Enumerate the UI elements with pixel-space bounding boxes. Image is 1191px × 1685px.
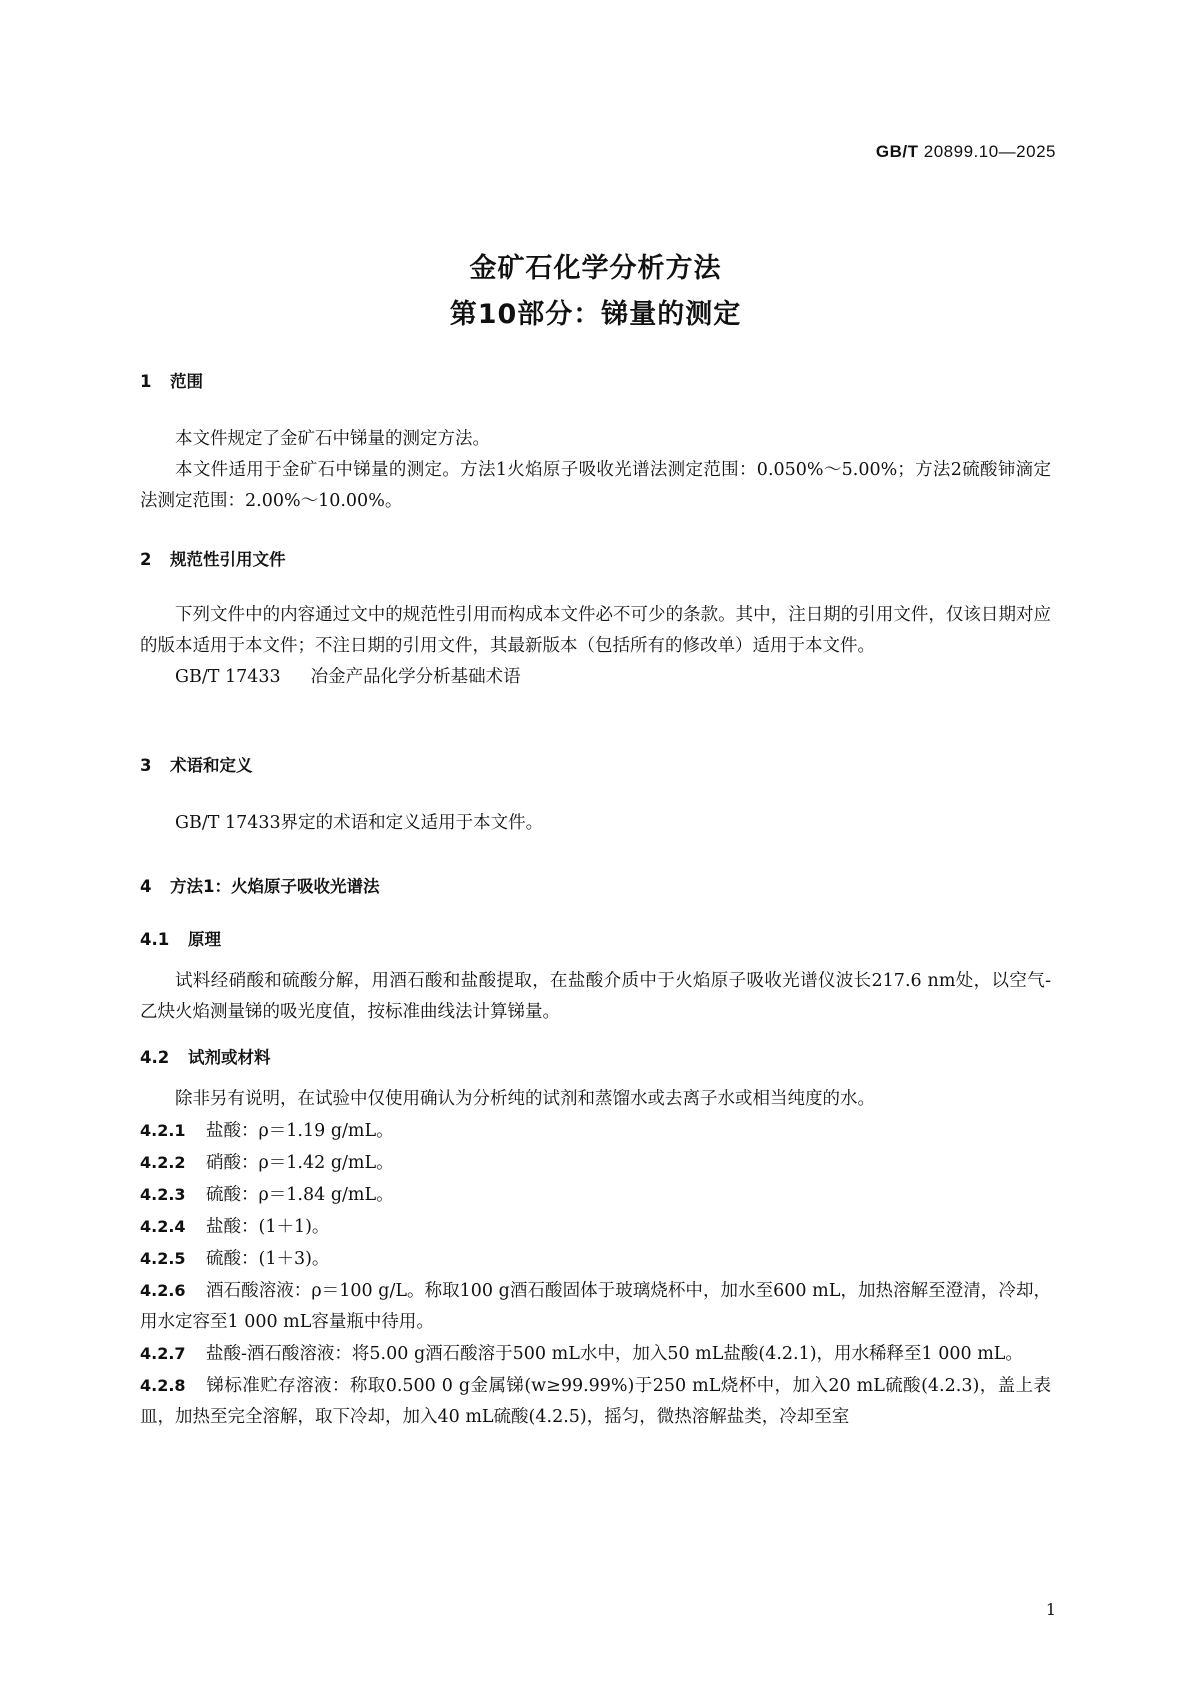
clause-4-2-4 — [140, 1211, 1051, 1243]
section-title: 方法1：火焰原子吸收光谱法 — [170, 877, 380, 896]
paragraph: 本文件适用于金矿石中锑量的测定。方法1火焰原子吸收光谱法测定范围：0.050%～5.00%；方法2硫酸铈滴定法测定范围：2.00%～10.00%。 — [140, 460, 1051, 511]
section-3-body — [140, 808, 1051, 839]
reference-title: 冶金产品化学分析基础术语 — [310, 667, 521, 687]
clause-number: 4.2.8 — [140, 1376, 186, 1395]
section-title: 原理 — [188, 930, 221, 949]
section-4-1-body — [140, 966, 1051, 1028]
standard-code-number: 20899.10—2025 — [923, 142, 1056, 161]
paragraph: 下列文件中的内容通过文中的规范性引用而构成本文件必不可少的条款。其中，注日期的引用文件，仅该日期对应的版本适用于本文件；不注日期的引用文件，其最新版本（包括所有的修改单）适用于本文件。 — [140, 605, 1051, 656]
reference-code: GB/T 17433 — [175, 667, 281, 687]
section-number: 3 — [140, 756, 152, 775]
section-4-2-heading — [140, 1044, 271, 1068]
clause-number: 4.2.1 — [140, 1121, 186, 1140]
clause-number: 4.2.5 — [140, 1249, 186, 1268]
clause-4-2-3 — [140, 1179, 1051, 1211]
clause-4-2-1 — [140, 1115, 1051, 1147]
paragraph: 除非另有说明，在试验中仅使用确认为分析纯的试剂和蒸馏水或去离子水或相当纯度的水。 — [175, 1089, 875, 1109]
section-3-heading — [140, 752, 253, 776]
section-number: 4.2 — [140, 1048, 170, 1067]
clause-text: 锑标准贮存溶液：称取0.500 0 g金属锑(w≥99.99%)于250 mL烧杯中，加入20 mL硫酸(4.2.3)，盖上表皿，加热至完全溶解，取下冷却，加入40 mL硫酸(4.2.5)，摇匀，微热溶解盐类，冷却至室 — [140, 1376, 1051, 1427]
clause-number: 4.2.4 — [140, 1217, 186, 1236]
paragraph: 试料经硝酸和硫酸分解，用酒石酸和盐酸提取，在盐酸介质中于火焰原子吸收光谱仪波长217.6 nm处，以空气-乙炔火焰测量锑的吸光度值，按标准曲线法计算锑量。 — [140, 971, 1051, 1022]
clause-number: 4.2.7 — [140, 1344, 186, 1363]
normative-reference — [140, 662, 1051, 693]
section-2-heading — [140, 546, 286, 570]
document-title: 金矿石化学分析方法 — [469, 253, 722, 284]
section-number: 2 — [140, 550, 152, 569]
document-subtitle: 第10部分：锑量的测定 — [449, 299, 742, 330]
section-number: 1 — [140, 372, 152, 391]
clause-number: 4.2.2 — [140, 1153, 186, 1172]
section-1-body — [140, 424, 1051, 517]
paragraph: 本文件规定了金矿石中锑量的测定方法。 — [175, 429, 490, 449]
section-2-body — [140, 600, 1051, 693]
clause-4-2-8 — [140, 1370, 1051, 1433]
section-4-1-heading — [140, 926, 221, 950]
clause-number: 4.2.6 — [140, 1281, 186, 1300]
clause-text: 盐酸-酒石酸溶液：将5.00 g酒石酸溶于500 mL水中，加入50 mL盐酸(4.2.1)，用水稀释至1 000 mL。 — [206, 1344, 1023, 1364]
clause-4-2-7 — [140, 1338, 1051, 1370]
section-1-heading — [140, 368, 203, 392]
clause-text: 硝酸：ρ＝1.42 g/mL。 — [206, 1153, 394, 1173]
standard-code-prefix: GB/T — [875, 142, 919, 161]
section-number: 4.1 — [140, 930, 170, 949]
page-number: 1 — [1045, 1600, 1056, 1619]
clause-text: 盐酸：(1＋1)。 — [206, 1217, 330, 1237]
section-title: 范围 — [170, 372, 203, 391]
section-4-2-body — [140, 1084, 1051, 1433]
clause-number: 4.2.3 — [140, 1185, 186, 1204]
section-title: 术语和定义 — [170, 756, 253, 775]
section-number: 4 — [140, 877, 152, 896]
clause-4-2-2 — [140, 1147, 1051, 1179]
clause-4-2-5 — [140, 1243, 1051, 1275]
clause-text: 硫酸：(1＋3)。 — [206, 1249, 330, 1269]
paragraph: GB/T 17433界定的术语和定义适用于本文件。 — [175, 813, 544, 833]
section-title: 规范性引用文件 — [170, 550, 286, 569]
section-title: 试剂或材料 — [188, 1048, 271, 1067]
clause-text: 盐酸：ρ＝1.19 g/mL。 — [206, 1121, 394, 1141]
section-4-heading — [140, 873, 379, 897]
clause-4-2-6 — [140, 1275, 1051, 1338]
standard-code — [876, 142, 1056, 162]
clause-text: 硫酸：ρ＝1.84 g/mL。 — [206, 1185, 394, 1205]
clause-text: 酒石酸溶液：ρ＝100 g/L。称取100 g酒石酸固体于玻璃烧杯中，加水至600 mL，加热溶解至澄清，冷却，用水定容至1 000 mL容量瓶中待用。 — [140, 1281, 1051, 1332]
